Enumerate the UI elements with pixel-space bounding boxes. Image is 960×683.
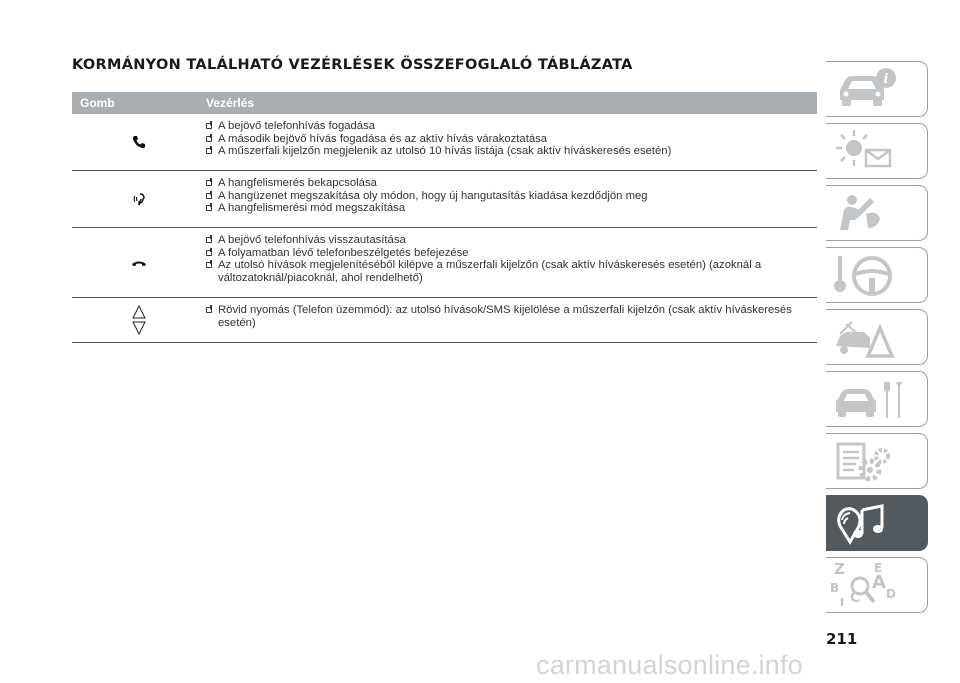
table-row	[72, 228, 817, 298]
phone-answer-icon	[131, 134, 147, 150]
index-letter: E	[874, 561, 883, 575]
tab-index[interactable]	[826, 557, 928, 613]
list-item: Az utolsó hívások megjelenítéséből kilépve a műszerfali kijelzőn (csak aktív híváskeresés esetén) (azoknál a változatoknál/piacoknál, ahol rendelhető)	[206, 259, 817, 284]
warning-lights-message-icon	[826, 124, 928, 180]
index-letter: A	[872, 572, 886, 593]
table-row	[72, 298, 817, 343]
voice-recognition-icon	[131, 191, 147, 207]
starting-driving-steering-wheel-icon	[826, 248, 928, 304]
index-letter: B	[830, 581, 840, 595]
index-letter: Z	[834, 560, 845, 578]
list-item: A második bejövő hívás fogadása és az aktív hívás várakoztatása	[206, 133, 817, 146]
maintenance-car-tools-icon	[826, 372, 928, 428]
watermark: carmanualsonline.info	[536, 650, 803, 680]
emergency-warning-triangle-icon	[826, 310, 928, 366]
svg-text:i: i	[883, 72, 889, 87]
up-down-arrows-icon	[131, 303, 147, 337]
header-function-column: Vezérlés	[206, 96, 255, 110]
table-row	[72, 171, 817, 228]
table-header	[72, 92, 817, 114]
tab-emergency[interactable]	[826, 309, 928, 365]
page-title: KORMÁNYON TALÁLHATÓ VEZÉRLÉSEK ÖSSZEFOGLALÓ TÁBLÁZATA	[72, 57, 633, 73]
technical-data-gear-icon	[826, 434, 928, 490]
list-item: A hangfelismerés bekapcsolása	[206, 177, 817, 190]
index-letter: D	[886, 587, 896, 601]
list-item: A hangüzenet megszakítása oly módon, hogy új hangutasítás kiadása kezdődjön meg	[206, 190, 817, 203]
tab-technical-data[interactable]	[826, 433, 928, 489]
list-item: A folyamatban lévő telefonbeszélgetés befejezése	[206, 247, 817, 260]
tab-vehicle-info[interactable]	[826, 61, 928, 117]
tab-safety[interactable]	[826, 185, 928, 241]
list-item: A hangfelismerési mód megszakítása	[206, 202, 817, 215]
car-info-icon	[826, 62, 928, 118]
tab-maintenance[interactable]	[826, 371, 928, 427]
phone-hangup-icon	[131, 257, 147, 269]
multimedia-music-icon	[826, 496, 928, 552]
index-letters-icon	[826, 558, 928, 614]
list-item: A műszerfali kijelzőn megjelenik az utolsó 10 hívás listája (csak aktív híváskeresés esetén)	[206, 145, 817, 158]
tab-starting-driving[interactable]	[826, 247, 928, 303]
list-item: Rövid nyomás (Telefon üzemmód): az utolsó hívások/SMS kijelölése a műszerfali kijelzőn (csak aktív híváskeresés esetén)	[206, 304, 817, 329]
list-item: A bejövő telefonhívás fogadása	[206, 120, 817, 133]
tab-warning-lights[interactable]	[826, 123, 928, 179]
safety-airbag-icon	[826, 186, 928, 242]
index-letter: C	[850, 590, 861, 606]
tab-multimedia[interactable]	[826, 495, 928, 551]
list-item: A bejövő telefonhívás visszautasítása	[206, 234, 817, 247]
page-number: 211	[826, 630, 858, 648]
table-row	[72, 114, 817, 171]
header-button-column: Gomb	[80, 96, 115, 110]
controls-table	[72, 92, 817, 343]
